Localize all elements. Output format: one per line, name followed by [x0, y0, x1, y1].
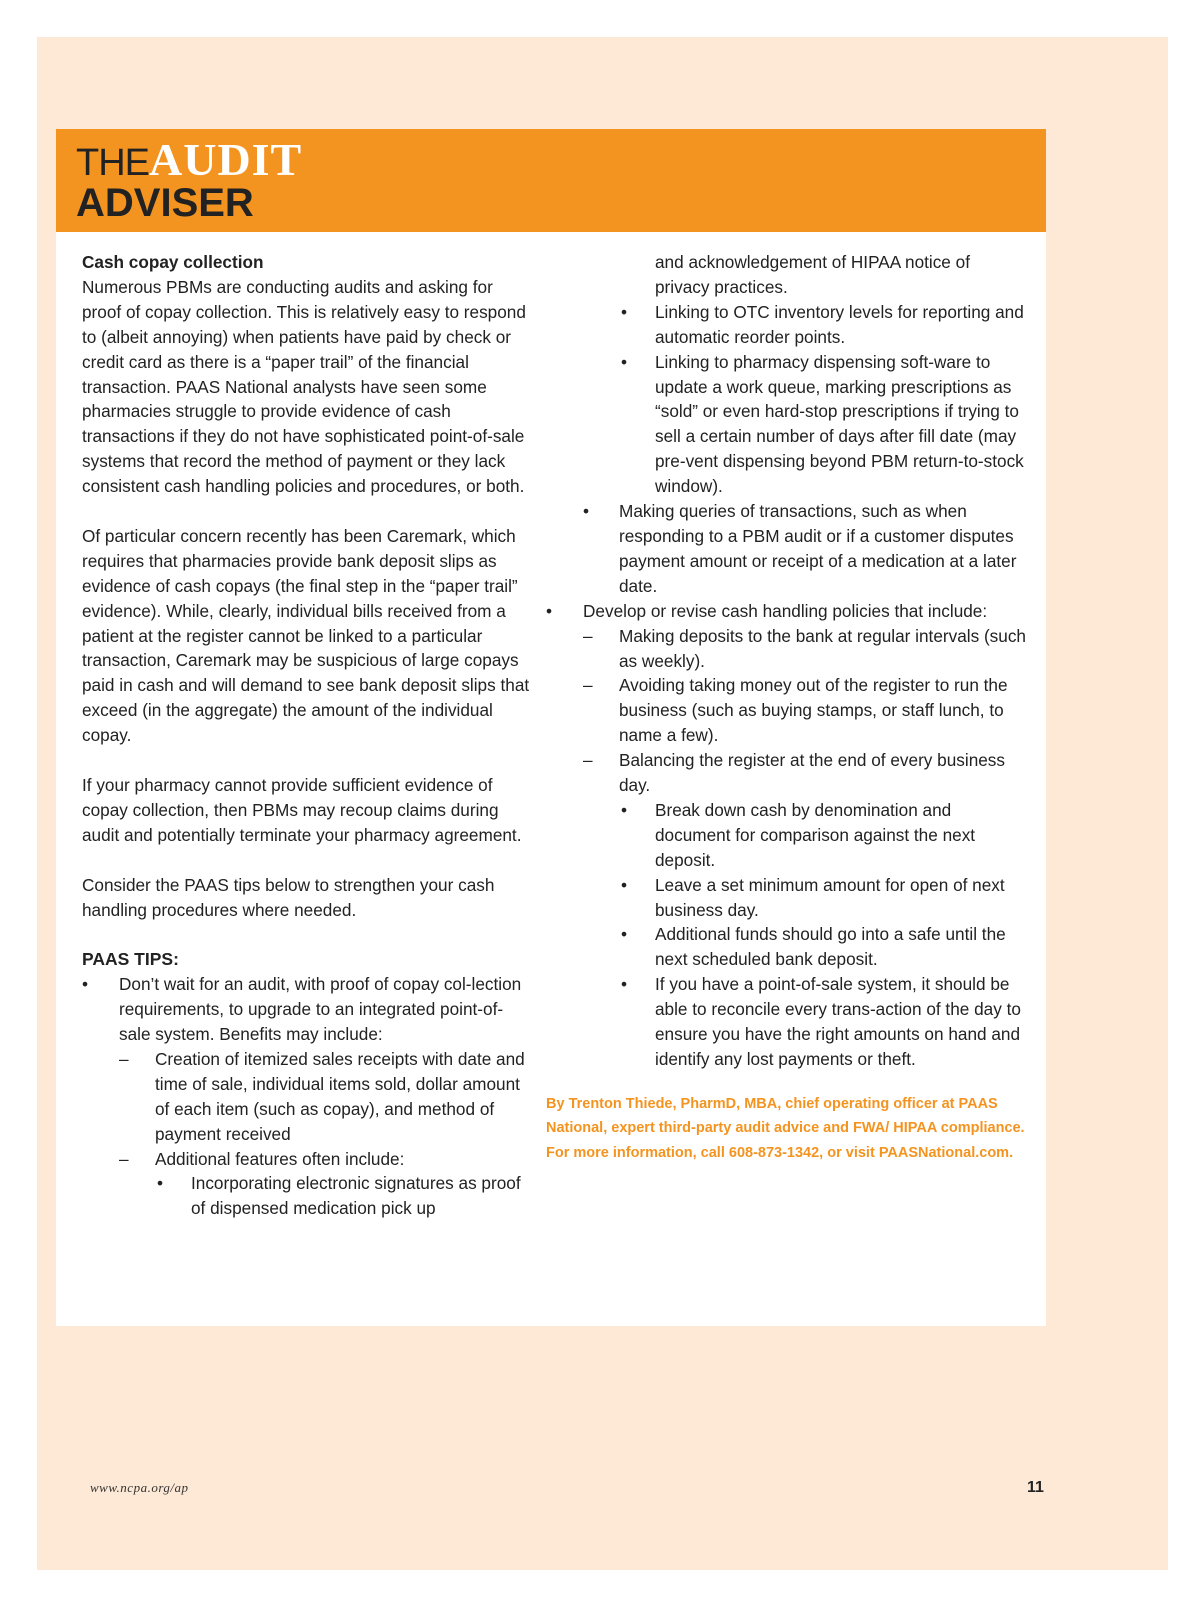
section-banner [56, 129, 1046, 232]
tip-2-sub-2-text: Avoiding taking money out of the register to run the business (such as buying stamps, or staff lunch, to name a few). [619, 675, 1008, 746]
list-item [82, 972, 532, 1047]
bullet-icon: • [621, 301, 628, 322]
paragraph-4: Consider the PAAS tips below to strengthen your cash handling procedures where needed. [82, 874, 495, 920]
list-item [82, 1147, 532, 1172]
queries-text: Making queries of transactions, such as when responding to a PBM audit or if a customer disputes payment amount or receipt of a medication at a later date. [619, 501, 1017, 596]
bullet-icon: • [157, 1173, 164, 1194]
dash-icon: – [583, 625, 593, 646]
list-item [82, 1171, 532, 1221]
tip-1-sub-2-text: Additional features often include: [155, 1148, 405, 1169]
list-item [546, 673, 1026, 748]
paragraph-3: If your pharmacy cannot provide sufficient evidence of copay collection, then PBMs may recoup claims during audit and potentially terminate your pharmacy agreement. [82, 775, 522, 845]
feature-3-text: Linking to pharmacy dispensing soft-ware to update a work queue, marking prescriptions as “sold” or even hard-stop prescriptions if trying to sell a certain number of days after fill date (may pre-vent dispensing beyond PBM return-to-stock window). [655, 351, 1024, 497]
bullet-icon: • [621, 924, 628, 945]
list-item [546, 499, 1026, 599]
list-item [546, 599, 1026, 624]
register-step-2-text: Leave a set minimum amount for open of next business day. [655, 874, 1005, 920]
tip-2-text: Develop or revise cash handling policies that include: [583, 600, 988, 621]
list-item [546, 250, 1026, 300]
list-item [546, 350, 1026, 499]
tip-2-sub-1-text: Making deposits to the bank at regular intervals (such as weekly). [619, 625, 1026, 671]
right-column [546, 250, 1026, 1165]
list-item [546, 798, 1026, 873]
paragraph-2: Of particular concern recently has been Caremark, which requires that pharmacies provide bank deposit slips as evidence of cash copays (the final step in the “paper trail” evidence). While, clearly, individual bills received from a patient at the register cannot be linked to a particular transaction, Caremark may be suspicious of large copays paid in cash and will demand to see bank deposit slips that exceed (in the aggregate) the amount of the individual copay. [82, 525, 530, 746]
register-step-3-text: Additional funds should go into a safe until the next scheduled bank deposit. [655, 924, 1006, 970]
article-panel [56, 232, 1046, 1326]
list-item [546, 972, 1026, 1072]
footer-url: www.ncpa.org/ap [90, 1480, 189, 1495]
feature-2-text: Linking to OTC inventory levels for reporting and automatic reorder points. [655, 301, 1024, 347]
list-item [82, 1047, 532, 1147]
title-the: THE [76, 142, 149, 184]
list-item [546, 748, 1026, 798]
dash-icon: – [119, 1148, 129, 1169]
bullet-icon: • [583, 501, 590, 522]
bullet-icon: • [621, 974, 628, 995]
left-column [82, 250, 532, 1221]
bullet-icon: • [621, 799, 628, 820]
feature-1-text: Incorporating electronic signatures as proof of dispensed medication pick up [191, 1173, 521, 1219]
list-item [546, 300, 1026, 350]
list-item [546, 624, 1026, 674]
list-item [546, 873, 1026, 923]
register-step-1-text: Break down cash by denomination and document for comparison against the next deposit. [655, 799, 976, 870]
bullet-icon: • [621, 874, 628, 895]
bullet-icon: • [82, 974, 89, 995]
article-heading: Cash copay collection [82, 252, 264, 272]
register-step-4-text: If you have a point-of-sale system, it should be able to reconcile every trans-action of the day to ensure you have the right amounts on hand and identify any lost payments or theft. [655, 974, 1021, 1069]
paragraph-1: Numerous PBMs are conducting audits and asking for proof of copay collection. This is relatively easy to respond to (albeit annoying) when patients have paid by check or credit card as there is a “paper trail” of the financial transaction. PAAS National analysts have seen some pharmacies struggle to provide evidence of cash transactions if they do not have sophisticated point-of-sale systems that record the method of payment or they lack consistent cash handling policies and procedures, or both. [82, 276, 526, 497]
dash-icon: – [583, 750, 593, 771]
tip-1-text: Don’t wait for an audit, with proof of copay col-lection requirements, to upgrade to an integrated point-of-sale system. Benefits may include: [119, 974, 522, 1045]
tip-1-sub-1-text: Creation of itemized sales receipts with date and time of sale, individual items sold, dollar amount of each item (such as copay), and method of payment received [155, 1048, 525, 1144]
page-number: 11 [1027, 1479, 1044, 1496]
list-item [546, 922, 1026, 972]
author-byline: By Trenton Thiede, PharmD, MBA, chief operating officer at PAAS National, expert third-party audit advice and FWA/ HIPAA compliance. For more information, call 608-873-1342, or visit PAASNational.com. [546, 1095, 1025, 1161]
feature-1-continued-text: and acknowledgement of HIPAA notice of privacy practices. [655, 252, 970, 297]
dash-icon: – [583, 675, 593, 696]
dash-icon: – [119, 1048, 129, 1069]
bullet-icon: • [621, 351, 628, 372]
title-audit: AUDIT [149, 134, 303, 185]
bullet-icon: • [546, 600, 553, 621]
tips-heading: PAAS TIPS: [82, 949, 179, 970]
tip-2-sub-3-text: Balancing the register at the end of every business day. [619, 750, 1005, 796]
title-adviser: ADVISER [76, 181, 254, 225]
